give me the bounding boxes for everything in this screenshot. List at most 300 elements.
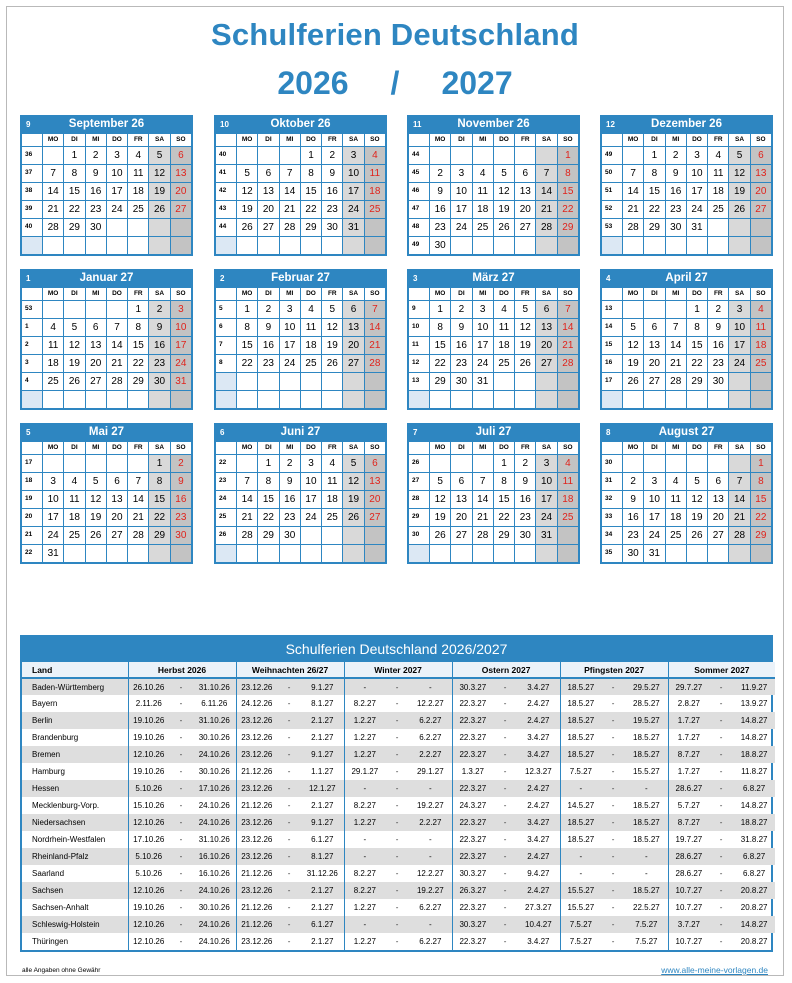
sunday-cell: 17 (171, 337, 191, 354)
period-dash: - (179, 835, 183, 844)
period-start: 5.10.26 (128, 848, 169, 865)
week-number: 26 (409, 455, 429, 472)
period-dash: - (709, 916, 733, 933)
state-name: Brandenburg (32, 733, 79, 742)
day-cell: 2 (322, 147, 342, 164)
period-start: 7.5.27 (560, 933, 601, 950)
saturday-cell: 17 (536, 491, 556, 508)
period-end: 24.10.26 (193, 746, 236, 763)
day-cell: 20 (708, 509, 728, 526)
sunday-cell: 28 (365, 355, 385, 372)
period-end: 3.4.27 (527, 835, 550, 844)
weekday-header: SA (729, 442, 749, 454)
day-cell: 5 (494, 165, 514, 182)
month-header (22, 425, 191, 442)
saturday-cell: 31 (536, 527, 556, 544)
day-cell (644, 391, 664, 408)
day-cell: 15 (301, 183, 321, 200)
saturday-cell (536, 545, 556, 562)
week-number: 22 (216, 455, 236, 472)
day-cell: 18 (64, 509, 84, 526)
period-dash: - (503, 835, 507, 844)
sunday-cell (751, 391, 771, 408)
weekday-header: DO (301, 288, 321, 300)
weekday-header: MO (43, 134, 63, 146)
day-cell: 31 (687, 219, 707, 236)
saturday-cell: 19 (729, 183, 749, 200)
day-cell: 5 (86, 473, 106, 490)
saturday-cell: 27 (343, 355, 363, 372)
weekday-header: SA (343, 442, 363, 454)
period-end: 7.5.27 (625, 916, 668, 933)
week-number: 41 (216, 165, 236, 182)
weekday-header: MI (280, 134, 300, 146)
day-cell (301, 391, 321, 408)
day-cell (237, 373, 257, 390)
day-cell (623, 391, 643, 408)
week-number (216, 545, 236, 562)
period-dash: - (611, 801, 615, 810)
period-dash: - (287, 801, 291, 810)
state-name: Mecklenburg-Vorp. (32, 801, 100, 810)
period-end: 6.1.27 (311, 835, 334, 844)
week-header-corner (216, 442, 236, 454)
period-end: 20.8.27 (740, 937, 768, 946)
day-cell (258, 391, 278, 408)
day-cell: 1 (687, 301, 707, 318)
period-end: 12.2.27 (416, 869, 444, 878)
sunday-cell: 25 (365, 201, 385, 218)
day-cell (451, 147, 471, 164)
weekday-header: FR (128, 134, 148, 146)
period-dash: - (503, 937, 507, 946)
day-cell: 7 (623, 165, 643, 182)
period-end: 12.1.27 (301, 780, 344, 797)
day-cell: 27 (644, 373, 664, 390)
day-cell (494, 391, 514, 408)
period-end: 6.2.27 (419, 733, 442, 742)
sunday-cell: 8 (558, 165, 578, 182)
day-cell: 6 (258, 165, 278, 182)
day-cell (708, 545, 728, 562)
state-name: Thüringen (32, 937, 69, 946)
day-cell (322, 545, 342, 562)
day-cell: 24 (473, 355, 493, 372)
period-start: 30.3.27 (452, 865, 493, 882)
weekday-header: SA (536, 288, 556, 300)
day-cell (430, 545, 450, 562)
saturday-cell (536, 391, 556, 408)
period-dash: - (601, 916, 625, 933)
day-cell: 17 (301, 491, 321, 508)
period-dash: - (169, 746, 193, 763)
table-row (22, 729, 775, 746)
period-end: 14.8.27 (740, 801, 768, 810)
weekday-header: DO (107, 442, 127, 454)
sunday-cell: 29 (558, 219, 578, 236)
day-cell: 20 (515, 201, 535, 218)
day-cell: 29 (687, 373, 707, 390)
day-cell: 23 (322, 201, 342, 218)
day-cell: 9 (666, 165, 686, 182)
sunday-cell: 13 (171, 165, 191, 182)
period-end: 18.8.27 (733, 814, 775, 831)
period-end: 9.4.27 (527, 869, 550, 878)
day-cell: 1 (301, 147, 321, 164)
day-cell: 9 (280, 473, 300, 490)
weekday-header: DO (301, 442, 321, 454)
sunday-cell: 15 (751, 491, 771, 508)
weekday-header: SO (171, 442, 191, 454)
day-cell (128, 391, 148, 408)
saturday-cell: 28 (729, 527, 749, 544)
period-end: 27.3.27 (525, 903, 552, 912)
period-dash: - (169, 814, 193, 831)
period-dash: - (611, 937, 615, 946)
day-cell (107, 219, 127, 236)
day-cell (64, 391, 84, 408)
period-start: 8.7.27 (668, 746, 709, 763)
sunday-cell: 27 (171, 201, 191, 218)
sunday-cell (365, 545, 385, 562)
day-cell: 9 (86, 165, 106, 182)
period-end: 7.5.27 (635, 937, 658, 946)
period-dash: - (277, 916, 301, 933)
period-dash: - (611, 835, 615, 844)
day-cell: 11 (64, 491, 84, 508)
period-dash: - (611, 903, 615, 912)
period-start: 28.6.27 (668, 848, 709, 865)
period-dash: - (287, 903, 291, 912)
day-cell: 26 (64, 373, 84, 390)
weekday-header: DI (451, 442, 471, 454)
saturday-cell: 5 (729, 147, 749, 164)
sunday-cell: 18 (558, 491, 578, 508)
saturday-cell (343, 237, 363, 254)
day-cell: 10 (451, 183, 471, 200)
period-dash: - (719, 903, 723, 912)
day-cell (430, 455, 450, 472)
period-dash: - (601, 882, 625, 899)
table-row (22, 678, 775, 695)
week-header-corner (409, 288, 429, 300)
weekday-header: MI (473, 288, 493, 300)
day-cell (430, 147, 450, 164)
saturday-cell: 24 (536, 509, 556, 526)
day-cell: 12 (322, 319, 342, 336)
period-start: 26.3.27 (452, 882, 493, 899)
sunday-cell: 9 (171, 473, 191, 490)
period-dash: - (169, 916, 193, 933)
day-cell: 28 (107, 373, 127, 390)
month-grid (409, 134, 578, 254)
saturday-cell: 9 (149, 319, 169, 336)
period-end: - (428, 835, 432, 844)
period-start: 18.5.27 (560, 814, 601, 831)
month-number: 6 (220, 428, 225, 437)
period-end: 24.10.26 (198, 937, 230, 946)
saturday-cell: 28 (536, 219, 556, 236)
weekday-header: DI (258, 442, 278, 454)
saturday-cell (343, 545, 363, 562)
period-dash: - (611, 869, 615, 878)
month-grid (216, 442, 385, 562)
period-dash: - (287, 699, 291, 708)
saturday-cell: 20 (536, 337, 556, 354)
day-cell: 22 (258, 509, 278, 526)
period-start: 22.3.27 (452, 848, 493, 865)
month-header (216, 117, 385, 134)
day-cell (128, 545, 148, 562)
period-dash: - (503, 869, 507, 878)
col-header-land: Land (22, 662, 128, 678)
day-cell: 2 (708, 301, 728, 318)
week-number: 1 (22, 319, 42, 336)
week-number: 44 (409, 147, 429, 164)
day-cell: 30 (708, 373, 728, 390)
day-cell: 17 (644, 509, 664, 526)
weekday-header: DI (451, 288, 471, 300)
period-end: 8.1.27 (311, 699, 334, 708)
week-number: 40 (22, 219, 42, 236)
weekday-header: SA (149, 134, 169, 146)
day-cell: 10 (473, 319, 493, 336)
week-number (602, 391, 622, 408)
day-cell: 27 (107, 527, 127, 544)
saturday-cell: 15 (149, 491, 169, 508)
day-cell: 14 (666, 337, 686, 354)
disclaimer-note: alle Angaben ohne Gewähr (22, 967, 101, 974)
period-dash: - (493, 678, 517, 695)
week-header-corner (409, 442, 429, 454)
weekday-header: SO (558, 134, 578, 146)
day-cell: 12 (515, 319, 535, 336)
day-cell (494, 147, 514, 164)
day-cell: 8 (258, 473, 278, 490)
state-name: Baden-Württemberg (22, 678, 128, 695)
day-cell: 11 (666, 491, 686, 508)
weekday-header: DI (64, 134, 84, 146)
weekday-header: FR (515, 442, 535, 454)
day-cell: 28 (473, 527, 493, 544)
day-cell: 28 (128, 527, 148, 544)
period-end: 14.8.27 (733, 916, 775, 933)
week-header-corner (409, 134, 429, 146)
month-name: Februar 27 (271, 272, 330, 284)
day-cell: 17 (43, 509, 63, 526)
day-cell: 17 (280, 337, 300, 354)
sunday-cell: 27 (365, 509, 385, 526)
saturday-cell: 19 (343, 491, 363, 508)
period-end: 2.1.27 (311, 801, 334, 810)
saturday-cell: 21 (536, 201, 556, 218)
weekday-header: MO (430, 134, 450, 146)
day-cell: 27 (86, 373, 106, 390)
day-cell (515, 545, 535, 562)
month-grid (409, 442, 578, 562)
day-cell: 12 (623, 337, 643, 354)
period-dash: - (719, 767, 723, 776)
sunday-cell (365, 373, 385, 390)
sunday-cell: 16 (171, 491, 191, 508)
period-end: 2.1.27 (301, 882, 344, 899)
day-cell: 7 (237, 473, 257, 490)
period-start: - (560, 780, 601, 797)
sunday-cell (365, 237, 385, 254)
day-cell: 2 (280, 455, 300, 472)
sunday-cell: 30 (171, 527, 191, 544)
period-start: 5.10.26 (128, 780, 169, 797)
calendar-page (6, 6, 784, 976)
weekday-header: SA (729, 134, 749, 146)
month-name: August 27 (658, 426, 715, 438)
period-dash: - (395, 699, 399, 708)
period-start: 15.5.27 (560, 882, 601, 899)
period-end: - (625, 780, 668, 797)
day-cell: 5 (430, 473, 450, 490)
sunday-cell: 22 (751, 509, 771, 526)
week-number: 31 (602, 473, 622, 490)
day-cell: 21 (623, 201, 643, 218)
period-dash: - (709, 882, 733, 899)
sunday-cell: 8 (751, 473, 771, 490)
month-number: 10 (220, 120, 229, 129)
day-cell: 29 (258, 527, 278, 544)
day-cell: 5 (237, 165, 257, 182)
period-end: 11.9.27 (733, 678, 775, 695)
period-start: 23.12.26 (236, 933, 277, 950)
day-cell (86, 545, 106, 562)
week-number: 49 (409, 237, 429, 254)
day-cell: 4 (666, 473, 686, 490)
weekday-header: FR (322, 134, 342, 146)
day-cell: 8 (494, 473, 514, 490)
table-row (22, 695, 775, 712)
day-cell: 11 (473, 183, 493, 200)
month-grid (216, 134, 385, 254)
period-end: 2.1.27 (311, 733, 334, 742)
period-start: 2.11.26 (128, 695, 169, 712)
month-name: Mai 27 (88, 426, 125, 438)
period-dash: - (601, 746, 625, 763)
holiday-table-title: Schulferien Deutschland 2026/2027 (22, 637, 771, 662)
day-cell (43, 301, 63, 318)
day-cell: 5 (687, 473, 707, 490)
period-end: 14.8.27 (733, 712, 775, 729)
period-dash: - (719, 699, 723, 708)
week-number: 53 (602, 219, 622, 236)
day-cell: 18 (43, 355, 63, 372)
period-end: 31.10.26 (193, 712, 236, 729)
saturday-cell (149, 545, 169, 562)
period-start: 23.12.26 (236, 729, 277, 746)
month-calendar (407, 115, 580, 256)
weekday-header: SO (171, 288, 191, 300)
sunday-cell (558, 545, 578, 562)
period-dash: - (611, 699, 615, 708)
day-cell: 23 (623, 527, 643, 544)
day-cell: 2 (86, 147, 106, 164)
month-number: 12 (606, 120, 615, 129)
saturday-cell: 30 (149, 373, 169, 390)
week-number (409, 391, 429, 408)
sunday-cell (171, 391, 191, 408)
period-end: 24.10.26 (193, 814, 236, 831)
day-cell: 21 (666, 355, 686, 372)
month-name: Dezember 26 (651, 118, 722, 130)
weekday-header: MO (237, 134, 257, 146)
month-grid (22, 442, 191, 562)
weekday-header: FR (708, 288, 728, 300)
col-header-sommer: Sommer 2027 (668, 662, 775, 678)
period-start: 18.5.27 (560, 729, 601, 746)
day-cell (644, 301, 664, 318)
day-cell (473, 391, 493, 408)
sunday-cell: 7 (558, 301, 578, 318)
day-cell: 30 (280, 527, 300, 544)
weekday-header: SA (729, 288, 749, 300)
day-cell (258, 373, 278, 390)
sunday-cell: 20 (751, 183, 771, 200)
weekday-header: SO (171, 134, 191, 146)
day-cell: 12 (494, 183, 514, 200)
period-start: 22.3.27 (452, 933, 493, 950)
period-dash: - (709, 712, 733, 729)
period-dash: - (611, 733, 615, 742)
period-end: 16.10.26 (198, 869, 230, 878)
period-dash: - (395, 767, 399, 776)
period-dash: - (611, 767, 615, 776)
day-cell (322, 237, 342, 254)
day-cell (430, 391, 450, 408)
day-cell: 8 (687, 319, 707, 336)
website-link[interactable]: www.alle-meine-vorlagen.de (661, 965, 768, 975)
week-number: 3 (22, 355, 42, 372)
week-number: 52 (602, 201, 622, 218)
day-cell: 24 (107, 201, 127, 218)
period-start: 19.10.26 (128, 729, 169, 746)
day-cell: 13 (708, 491, 728, 508)
day-cell (280, 373, 300, 390)
col-header-pfingsten: Pfingsten 2027 (560, 662, 668, 678)
day-cell: 24 (644, 527, 664, 544)
day-cell: 5 (515, 301, 535, 318)
weekday-header: DI (258, 134, 278, 146)
weekday-header: FR (322, 442, 342, 454)
day-cell: 13 (451, 491, 471, 508)
sunday-cell (558, 237, 578, 254)
saturday-cell: 21 (729, 509, 749, 526)
period-start: 21.12.26 (236, 797, 277, 814)
saturday-cell: 14 (729, 491, 749, 508)
period-end: 29.5.27 (625, 678, 668, 695)
day-cell: 14 (280, 183, 300, 200)
day-cell (107, 301, 127, 318)
col-header-ostern: Ostern 2027 (452, 662, 560, 678)
period-end: 30.10.26 (198, 903, 230, 912)
day-cell: 19 (86, 509, 106, 526)
day-cell: 3 (280, 301, 300, 318)
col-header-winter: Winter 2027 (344, 662, 452, 678)
holiday-grid (22, 662, 775, 950)
period-end: 18.5.27 (625, 882, 668, 899)
period-start: 18.5.27 (560, 678, 601, 695)
day-cell: 21 (473, 509, 493, 526)
day-cell (237, 391, 257, 408)
sunday-cell: 25 (751, 355, 771, 372)
period-start: 1.2.27 (344, 814, 385, 831)
week-number: 26 (216, 527, 236, 544)
